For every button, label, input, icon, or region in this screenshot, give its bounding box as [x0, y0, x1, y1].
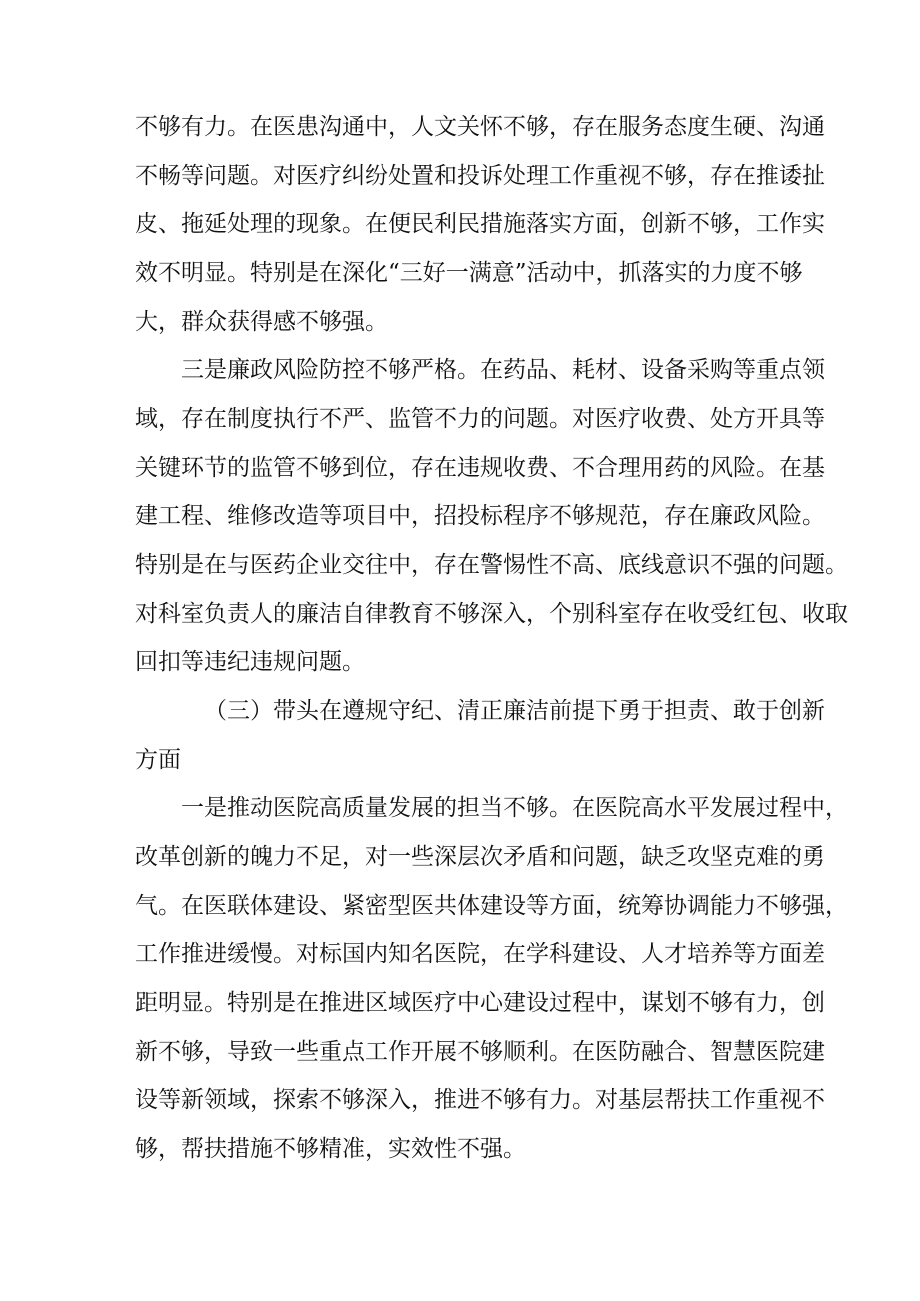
paragraph-3-line-3: 气。在医联体建设、紧密型医共体建设等方面，统筹协调能力不够强， — [135, 893, 848, 919]
paragraph-3-line-6: 新不够，导致一些重点工作开展不够顺利。在医防融合、智慧医院建 — [135, 1039, 825, 1065]
section-heading-line-1: （三）带头在遵规守纪、清正廉洁前提下勇于担责、敢于创新 — [204, 698, 825, 724]
paragraph-3-line-2: 改革创新的魄力不足，对一些深层次矛盾和问题，缺乏攻坚克难的勇 — [135, 844, 825, 870]
paragraph-2-line-4: 建工程、维修改造等项目中，招投标程序不够规范，存在廉政风险。 — [135, 503, 825, 529]
paragraph-2-line-1: 三是廉政风险防控不够严格。在药品、耗材、设备采购等重点领 — [181, 357, 825, 383]
paragraph-2-line-3: 关键环节的监管不够到位，存在违规收费、不合理用药的风险。在基 — [135, 455, 825, 481]
paragraph-2-line-7: 回扣等违纪违规问题。 — [135, 649, 365, 675]
paragraph-1-line-2: 不畅等问题。对医疗纠纷处置和投诉处理工作重视不够，存在推诿扯 — [135, 163, 825, 189]
paragraph-1-line-5: 大，群众获得感不够强。 — [135, 309, 388, 335]
paragraph-1-line-1: 不够有力。在医患沟通中，人文关怀不够，存在服务态度生硬、沟通 — [135, 114, 825, 140]
paragraph-3-line-1: 一是推动医院高质量发展的担当不够。在医院高水平发展过程中， — [181, 795, 848, 821]
paragraph-3-line-7: 设等新领域，探索不够深入，推进不够有力。对基层帮扶工作重视不 — [135, 1087, 825, 1113]
paragraph-2-line-2: 域，存在制度执行不严、监管不力的问题。对医疗收费、处方开具等 — [135, 406, 825, 432]
paragraph-3-line-8: 够，帮扶措施不够精准，实效性不强。 — [135, 1136, 526, 1162]
paragraph-2-line-5: 特别是在与医药企业交往中，存在警惕性不高、底线意识不强的问题。 — [135, 552, 848, 578]
paragraph-1-line-3: 皮、拖延处理的现象。在便民利民措施落实方面，创新不够，工作实 — [135, 211, 825, 237]
section-heading-line-2: 方面 — [135, 747, 181, 773]
paragraph-3-line-5: 距明显。特别是在推进区域医疗中心建设过程中，谋划不够有力，创 — [135, 990, 825, 1016]
paragraph-1-line-4: 效不明显。特别是在深化“三好一满意”活动中，抓落实的力度不够 — [135, 260, 803, 286]
paragraph-2-line-6: 对科室负责人的廉洁自律教育不够深入，个别科室存在收受红包、收取 — [135, 601, 848, 627]
paragraph-3-line-4: 工作推进缓慢。对标国内知名医院，在学科建设、人才培养等方面差 — [135, 941, 825, 967]
